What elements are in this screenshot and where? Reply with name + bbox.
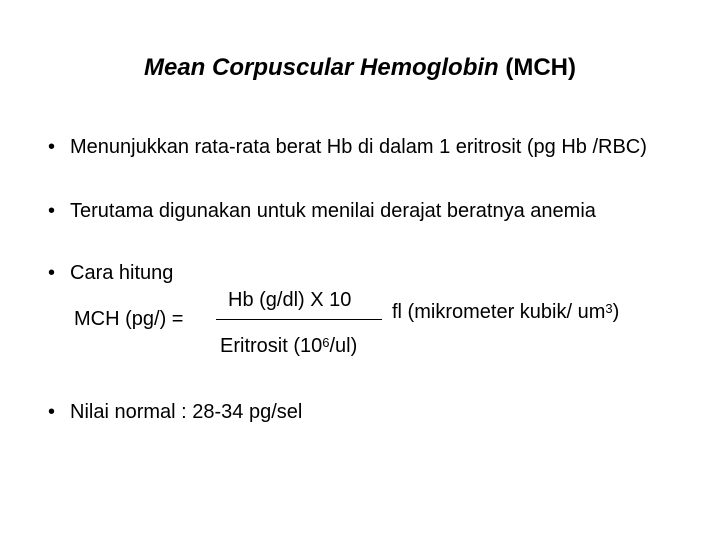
bullet-text-definition: Menunjukkan rata-rata berat Hb di dalam 1 eritrosit (pg Hb /RBC) <box>70 136 647 158</box>
bullet-text-normal-value: Nilai normal : 28-34 pg/sel <box>70 401 303 423</box>
bullet-definition <box>48 134 688 160</box>
denominator-prefix: Eritrosit (10 <box>220 335 323 357</box>
bullet-calculation <box>48 260 688 286</box>
title-main: Mean Corpuscular Hemoglobin <box>143 54 499 81</box>
formula-unit <box>392 299 619 325</box>
formula-denominator <box>220 333 357 359</box>
bullet-marker: • <box>48 262 56 284</box>
unit-prefix: fl (mikrometer kubik/ um <box>392 301 606 323</box>
bullet-marker: • <box>48 136 56 158</box>
unit-exponent: 3 <box>605 301 613 316</box>
title-abbrev: (MCH) <box>505 54 576 81</box>
slide-title <box>0 52 720 84</box>
fraction-line <box>216 319 382 320</box>
unit-suffix: ) <box>612 301 620 323</box>
formula-lhs: MCH (pg/) = <box>74 308 184 330</box>
bullet-normal-value <box>48 399 688 425</box>
bullet-text-calculation: Cara hitung <box>70 262 174 284</box>
bullet-marker: • <box>48 200 56 222</box>
denominator-exponent: 6 <box>322 335 330 350</box>
formula-numerator: Hb (g/dl) X 10 <box>228 289 352 311</box>
denominator-suffix: /ul) <box>329 335 358 357</box>
bullet-text-usage: Terutama digunakan untuk menilai derajat beratnya anemia <box>70 200 596 222</box>
bullet-usage <box>48 198 688 224</box>
bullet-marker: • <box>48 401 56 423</box>
